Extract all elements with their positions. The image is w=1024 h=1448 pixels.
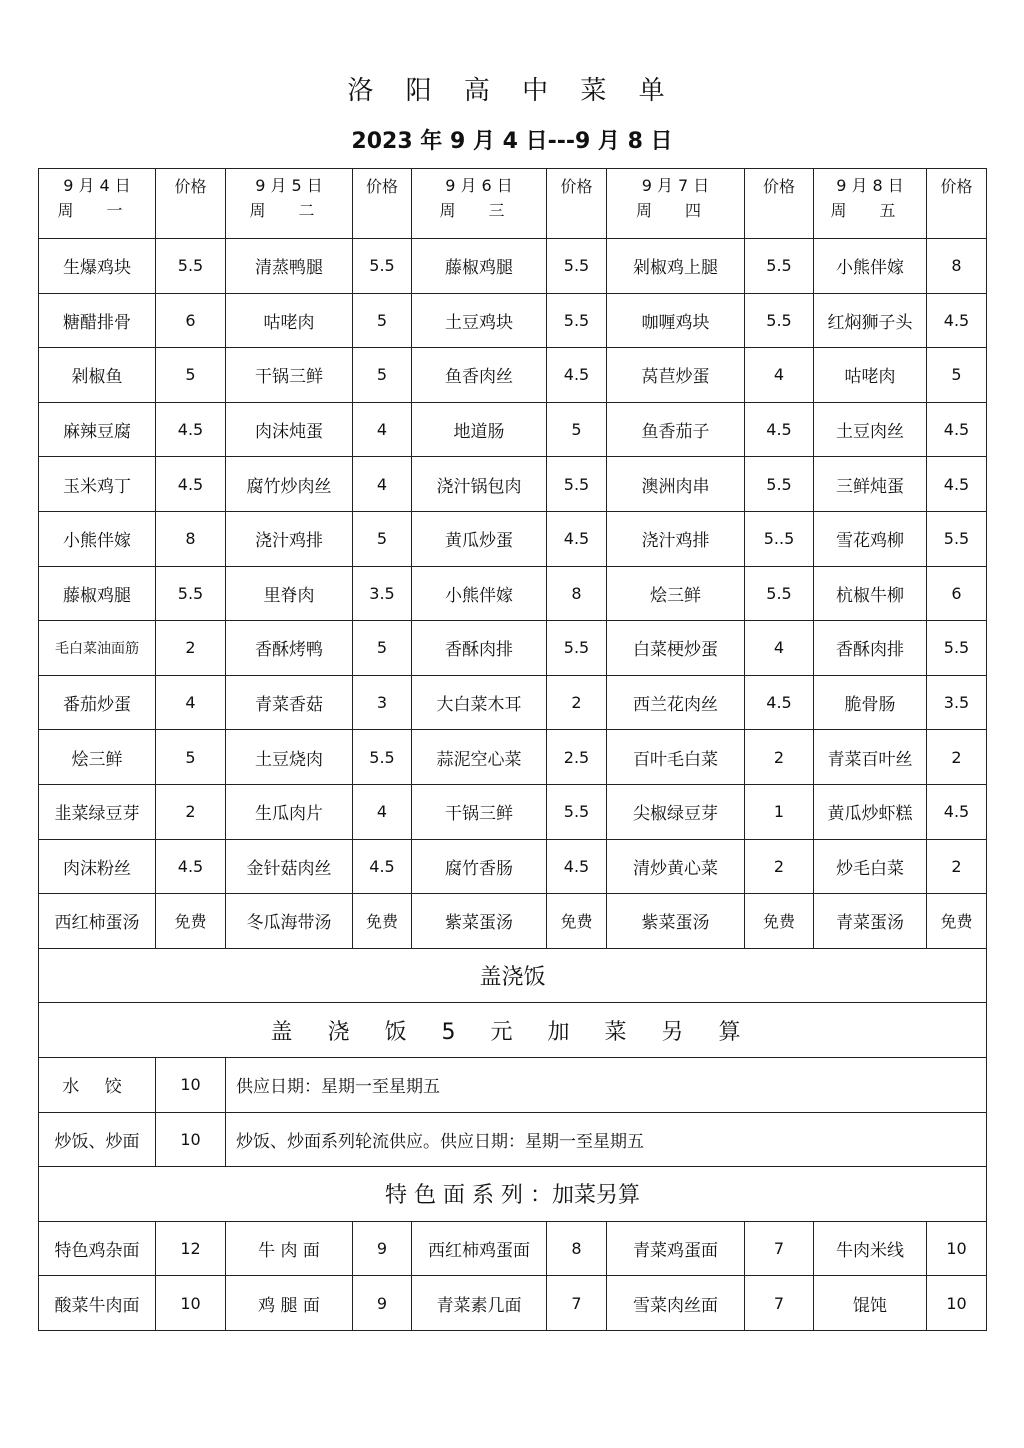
dish-price: 4.5 <box>927 784 987 839</box>
dish-name: 玉米鸡丁 <box>39 457 156 512</box>
dish-name: 生瓜肉片 <box>226 784 353 839</box>
dish-name: 紫菜蛋汤 <box>607 894 745 949</box>
noodle-row <box>39 1276 987 1331</box>
dish-price: 5 <box>353 293 412 348</box>
dish-name: 杭椒牛柳 <box>814 566 927 621</box>
dish-name: 咖喱鸡块 <box>607 293 745 348</box>
dish-name: 冬瓜海带汤 <box>226 894 353 949</box>
dish-price: 4.5 <box>745 402 814 457</box>
dish-row <box>39 511 987 566</box>
dish-price: 5 <box>353 348 412 403</box>
menu-table <box>38 168 987 1331</box>
extra-row <box>39 1112 987 1167</box>
dish-price: 3 <box>353 675 412 730</box>
noodle-rows <box>39 1221 987 1330</box>
dish-name: 尖椒绿豆芽 <box>607 784 745 839</box>
dish-name: 浇汁锅包肉 <box>412 457 547 512</box>
dish-price: 5.5 <box>927 511 987 566</box>
dish-price: 10 <box>156 1276 226 1331</box>
dish-price: 2 <box>927 730 987 785</box>
dish-price: 免费 <box>353 894 412 949</box>
dish-name: 清蒸鸭腿 <box>226 239 353 294</box>
dish-price: 4.5 <box>547 348 607 403</box>
dish-name: 青菜素几面 <box>412 1276 547 1331</box>
dish-price: 5 <box>353 511 412 566</box>
dish-price: 4.5 <box>156 839 226 894</box>
price-header: 价格 <box>547 169 607 239</box>
day-header: 9 月 5 日 周 二 <box>226 169 353 239</box>
dish-name: 剁椒鱼 <box>39 348 156 403</box>
dish-price: 4.5 <box>547 511 607 566</box>
dish-name: 藤椒鸡腿 <box>39 566 156 621</box>
dish-price: 8 <box>547 566 607 621</box>
dish-price: 5.5 <box>547 293 607 348</box>
dish-row <box>39 402 987 457</box>
dish-price: 4.5 <box>547 839 607 894</box>
dish-name: 黄瓜炒蛋 <box>412 511 547 566</box>
dish-name: 小熊伴嫁 <box>412 566 547 621</box>
dish-name: 浇汁鸡排 <box>607 511 745 566</box>
dish-name: 浇汁鸡排 <box>226 511 353 566</box>
dish-price: 9 <box>353 1221 412 1276</box>
price-header: 价格 <box>927 169 987 239</box>
dish-price: 7 <box>745 1276 814 1331</box>
dish-name: 百叶毛白菜 <box>607 730 745 785</box>
dish-price: 2 <box>745 730 814 785</box>
dish-name: 青菜香菇 <box>226 675 353 730</box>
noodle-banner-row <box>39 1167 987 1222</box>
dish-price: 3.5 <box>927 675 987 730</box>
dish-name: 鸡 腿 面 <box>226 1276 353 1331</box>
dish-price: 4.5 <box>927 457 987 512</box>
rice-banner-row <box>39 948 987 1003</box>
dish-name: 三鲜炖蛋 <box>814 457 927 512</box>
day-header: 9 月 6 日 周 三 <box>412 169 547 239</box>
dish-name: 烩三鲜 <box>39 730 156 785</box>
dish-name: 牛 肉 面 <box>226 1221 353 1276</box>
dish-price: 2 <box>156 621 226 676</box>
dish-price: 9 <box>353 1276 412 1331</box>
dish-name: 干锅三鲜 <box>412 784 547 839</box>
dish-price: 8 <box>156 511 226 566</box>
dish-name: 肉沫粉丝 <box>39 839 156 894</box>
dish-price: 8 <box>547 1221 607 1276</box>
dish-name: 香酥肉排 <box>814 621 927 676</box>
extra-row <box>39 1057 987 1112</box>
dish-name: 小熊伴嫁 <box>39 511 156 566</box>
dish-price: 3.5 <box>353 566 412 621</box>
dish-name: 西红柿鸡蛋面 <box>412 1221 547 1276</box>
dish-name: 腐竹香肠 <box>412 839 547 894</box>
dish-name: 干锅三鲜 <box>226 348 353 403</box>
dish-name: 雪菜肉丝面 <box>607 1276 745 1331</box>
dish-price: 免费 <box>745 894 814 949</box>
dish-price: 6 <box>927 566 987 621</box>
dish-name: 咕咾肉 <box>814 348 927 403</box>
dish-name: 大白菜木耳 <box>412 675 547 730</box>
dish-price: 1 <box>745 784 814 839</box>
noodle-banner: 特 色 面 系 列 ：加菜另算 <box>39 1167 987 1222</box>
dish-row <box>39 839 987 894</box>
dish-price: 4.5 <box>353 839 412 894</box>
day-header: 9 月 7 日 周 四 <box>607 169 745 239</box>
rice-banner: 盖浇饭 <box>39 948 987 1003</box>
dish-name: 蒜泥空心菜 <box>412 730 547 785</box>
dish-price: 5.5 <box>156 239 226 294</box>
dish-row <box>39 894 987 949</box>
dish-name: 莴苣炒蛋 <box>607 348 745 403</box>
dish-name: 青菜鸡蛋面 <box>607 1221 745 1276</box>
dish-price: 5.5 <box>547 239 607 294</box>
dish-price: 2 <box>156 784 226 839</box>
dish-price: 2.5 <box>547 730 607 785</box>
dish-name: 烩三鲜 <box>607 566 745 621</box>
dish-name: 香酥烤鸭 <box>226 621 353 676</box>
dish-name: 藤椒鸡腿 <box>412 239 547 294</box>
dish-name: 紫菜蛋汤 <box>412 894 547 949</box>
dish-price: 4 <box>353 457 412 512</box>
dish-name: 脆骨肠 <box>814 675 927 730</box>
dish-name: 清炒黄心菜 <box>607 839 745 894</box>
dish-name: 鱼香茄子 <box>607 402 745 457</box>
dish-price: 5.5 <box>547 784 607 839</box>
extra-name: 炒饭、炒面 <box>39 1112 156 1167</box>
dish-name: 金针菇肉丝 <box>226 839 353 894</box>
dish-name: 土豆鸡块 <box>412 293 547 348</box>
dish-price: 4.5 <box>745 675 814 730</box>
page-title: 洛 阳 高 中 菜 单 <box>347 76 677 106</box>
dish-name: 番茄炒蛋 <box>39 675 156 730</box>
dish-name: 香酥肉排 <box>412 621 547 676</box>
dish-price: 5 <box>547 402 607 457</box>
dish-name: 青菜蛋汤 <box>814 894 927 949</box>
dish-price: 4.5 <box>156 457 226 512</box>
dish-name: 腐竹炒肉丝 <box>226 457 353 512</box>
dish-row <box>39 730 987 785</box>
extra-price: 10 <box>156 1112 226 1167</box>
extra-note: 炒饭、炒面系列轮流供应。供应日期：星期一至星期五 <box>226 1112 987 1167</box>
dish-price: 4.5 <box>156 402 226 457</box>
dish-price: 5.5 <box>745 239 814 294</box>
dish-price: 10 <box>927 1221 987 1276</box>
dish-name: 糖醋排骨 <box>39 293 156 348</box>
day-header: 9 月 8 日 周 五 <box>814 169 927 239</box>
dish-name: 毛白菜油面筋 <box>39 621 156 676</box>
dish-price: 5.5 <box>156 566 226 621</box>
dish-price: 5.5 <box>745 293 814 348</box>
extra-name: 水 饺 <box>39 1057 156 1112</box>
dish-price: 12 <box>156 1221 226 1276</box>
dish-name: 土豆烧肉 <box>226 730 353 785</box>
dish-name: 白菜梗炒蛋 <box>607 621 745 676</box>
dish-rows <box>39 239 987 949</box>
dish-name: 地道肠 <box>412 402 547 457</box>
dish-row <box>39 348 987 403</box>
dish-name: 里脊肉 <box>226 566 353 621</box>
dish-name: 红焖狮子头 <box>814 293 927 348</box>
dish-price: 4.5 <box>927 293 987 348</box>
dish-price: 4 <box>353 402 412 457</box>
dish-price: 2 <box>745 839 814 894</box>
dish-price: 免费 <box>547 894 607 949</box>
dish-name: 鱼香肉丝 <box>412 348 547 403</box>
dish-row <box>39 457 987 512</box>
price-header: 价格 <box>745 169 814 239</box>
dish-price: 7 <box>745 1221 814 1276</box>
dish-name: 肉沫炖蛋 <box>226 402 353 457</box>
extra-price: 10 <box>156 1057 226 1112</box>
dish-price: 4.5 <box>927 402 987 457</box>
dish-row <box>39 675 987 730</box>
dish-price: 5 <box>156 348 226 403</box>
dish-name: 酸菜牛肉面 <box>39 1276 156 1331</box>
dish-price: 4 <box>745 621 814 676</box>
dish-price: 5 <box>927 348 987 403</box>
dish-price: 8 <box>927 239 987 294</box>
dish-name: 西红柿蛋汤 <box>39 894 156 949</box>
dish-price: 4 <box>353 784 412 839</box>
dish-name: 特色鸡杂面 <box>39 1221 156 1276</box>
dish-price: 5.5 <box>927 621 987 676</box>
dish-name: 黄瓜炒虾糕 <box>814 784 927 839</box>
dish-price: 2 <box>927 839 987 894</box>
dish-price: 5.5 <box>547 621 607 676</box>
rice-note-row <box>39 1003 987 1058</box>
noodle-row <box>39 1221 987 1276</box>
dish-name: 雪花鸡柳 <box>814 511 927 566</box>
header-row <box>39 169 987 239</box>
dish-row <box>39 566 987 621</box>
dish-name: 韭菜绿豆芽 <box>39 784 156 839</box>
dish-price: 5..5 <box>745 511 814 566</box>
dish-name: 小熊伴嫁 <box>814 239 927 294</box>
dish-name: 麻辣豆腐 <box>39 402 156 457</box>
dish-name: 青菜百叶丝 <box>814 730 927 785</box>
dish-price: 4 <box>156 675 226 730</box>
rice-note: 盖 浇 饭 5 元 加 菜 另 算 <box>39 1003 987 1058</box>
dish-name: 澳洲肉串 <box>607 457 745 512</box>
dish-name: 咕咾肉 <box>226 293 353 348</box>
dish-row <box>39 293 987 348</box>
dish-name: 剁椒鸡上腿 <box>607 239 745 294</box>
date-range: 2023 年 9 月 4 日---9 月 8 日 <box>351 129 673 154</box>
dish-price: 5 <box>156 730 226 785</box>
price-header: 价格 <box>353 169 412 239</box>
dish-price: 5.5 <box>353 730 412 785</box>
dish-name: 炒毛白菜 <box>814 839 927 894</box>
dish-price: 5.5 <box>547 457 607 512</box>
dish-name: 土豆肉丝 <box>814 402 927 457</box>
dish-price: 5 <box>353 621 412 676</box>
dish-price: 4 <box>745 348 814 403</box>
dish-price: 5.5 <box>353 239 412 294</box>
dish-price: 6 <box>156 293 226 348</box>
dish-row <box>39 621 987 676</box>
dish-row <box>39 784 987 839</box>
dish-price: 2 <box>547 675 607 730</box>
dish-name: 馄饨 <box>814 1276 927 1331</box>
dish-price: 10 <box>927 1276 987 1331</box>
dish-price: 免费 <box>156 894 226 949</box>
dish-name: 生爆鸡块 <box>39 239 156 294</box>
dish-price: 5.5 <box>745 566 814 621</box>
dish-name: 牛肉米线 <box>814 1221 927 1276</box>
dish-row <box>39 239 987 294</box>
dish-price: 免费 <box>927 894 987 949</box>
dish-price: 7 <box>547 1276 607 1331</box>
day-header: 9 月 4 日 周 一 <box>39 169 156 239</box>
dish-name: 西兰花肉丝 <box>607 675 745 730</box>
dish-price: 5.5 <box>745 457 814 512</box>
price-header: 价格 <box>156 169 226 239</box>
extra-note: 供应日期：星期一至星期五 <box>226 1057 987 1112</box>
